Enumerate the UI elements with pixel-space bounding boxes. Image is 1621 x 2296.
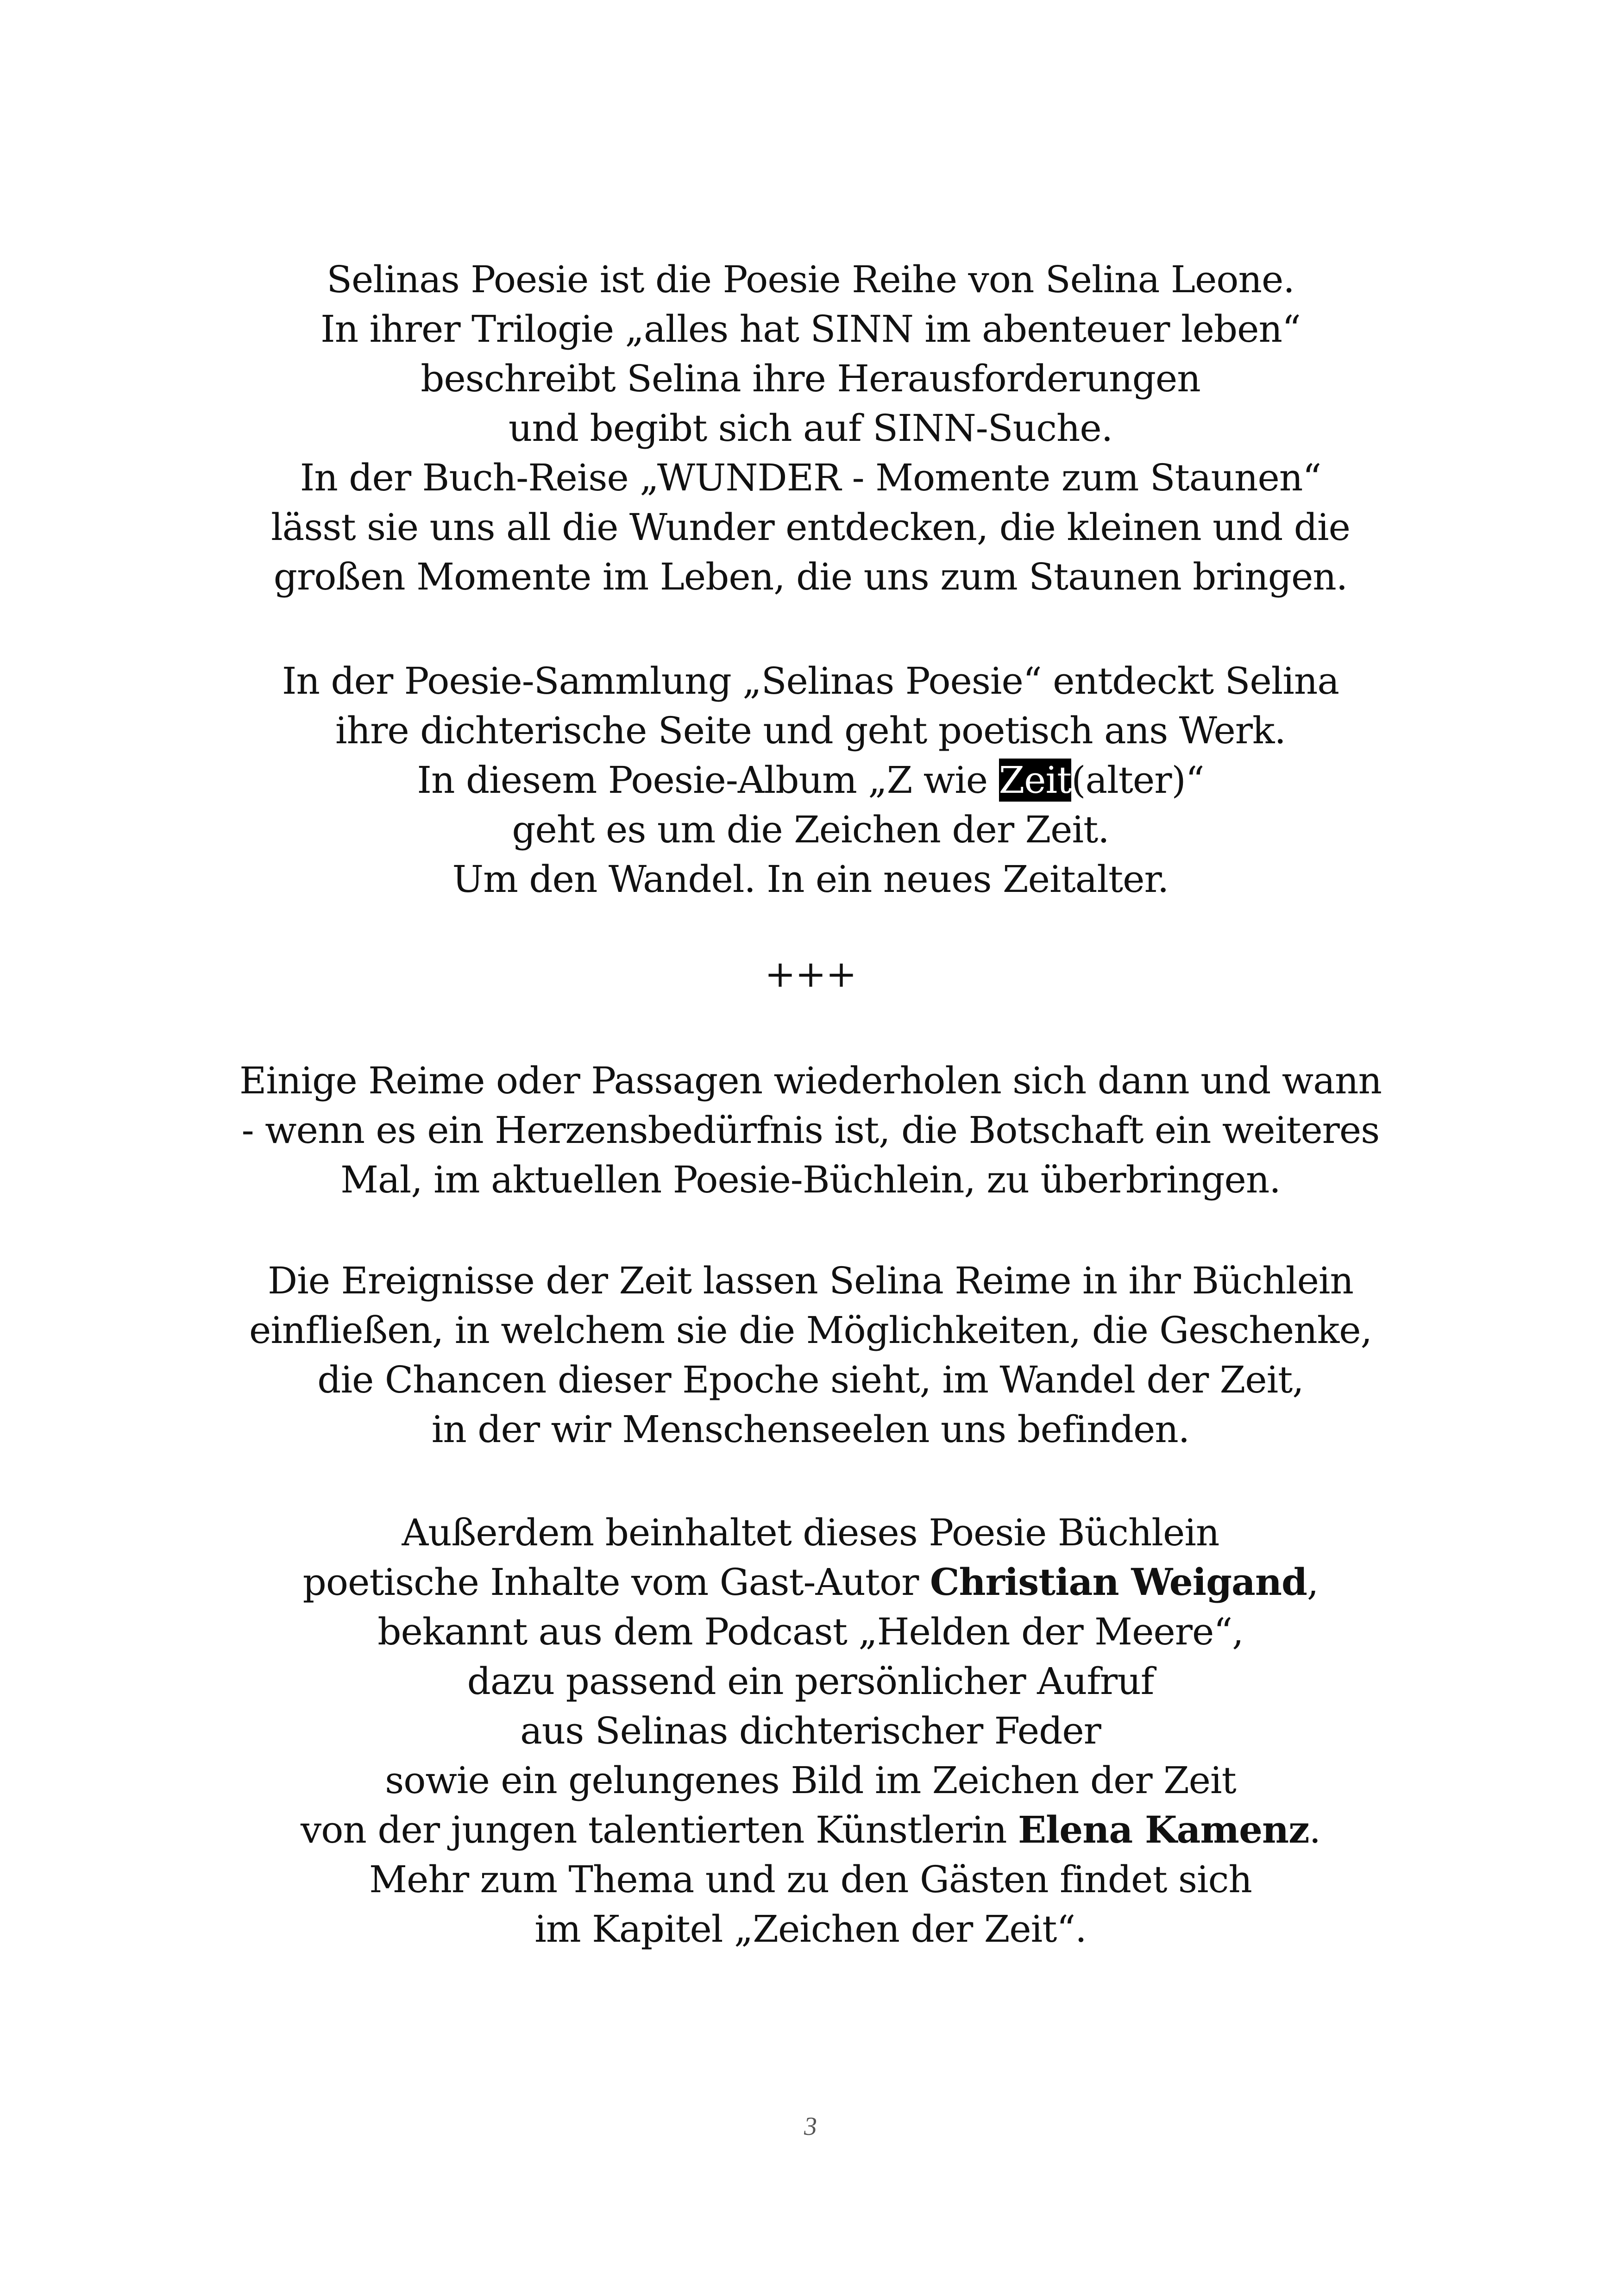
text-line: sowie ein gelungenes Bild im Zeichen der Zeit bbox=[385, 1759, 1236, 1802]
text-line: im Kapitel „Zeichen der Zeit“. bbox=[534, 1907, 1087, 1951]
text-segment: . bbox=[1309, 1808, 1320, 1851]
text-line: bekannt aus dem Podcast „Helden der Meere“, bbox=[377, 1610, 1244, 1653]
guest-artist-name: Elena Kamenz bbox=[1018, 1808, 1309, 1851]
text-line: lässt sie uns all die Wunder entdecken, die kleinen und die bbox=[271, 506, 1350, 549]
section-separator bbox=[116, 949, 1505, 999]
text-line: einfließen, in welchem sie die Möglichkeiten, die Geschenke, bbox=[249, 1309, 1372, 1352]
text-line: Um den Wandel. In ein neues Zeitalter. bbox=[452, 858, 1169, 901]
text-line: Selinas Poesie ist die Poesie Reihe von Selina Leone. bbox=[327, 258, 1294, 301]
text-segment: In diesem Poesie-Album „Z wie bbox=[417, 759, 999, 802]
page-number: 3 bbox=[804, 2112, 817, 2141]
collection-paragraph bbox=[116, 656, 1505, 904]
text-line: Einige Reime oder Passagen wiederholen sich dann und wann bbox=[239, 1059, 1382, 1102]
text-line: In der Poesie-Sammlung „Selinas Poesie“ entdeckt Selina bbox=[282, 659, 1339, 703]
text-line: dazu passend ein persönlicher Aufruf bbox=[467, 1660, 1154, 1703]
separator-mark: +++ bbox=[764, 953, 857, 996]
text-line: In ihrer Trilogie „alles hat SINN im abenteuer leben“ bbox=[320, 307, 1301, 351]
text-line: ihre dichterische Seite und geht poetisch ans Werk. bbox=[335, 709, 1286, 752]
guest-author-name: Christian Weigand bbox=[930, 1560, 1307, 1604]
text-line: und begibt sich auf SINN-Suche. bbox=[508, 407, 1113, 450]
events-paragraph bbox=[116, 1256, 1505, 1454]
text-segment: , bbox=[1307, 1561, 1319, 1604]
text-line: in der wir Menschenseelen uns befinden. bbox=[431, 1408, 1190, 1451]
text-line: In der Buch-Reise „WUNDER - Momente zum Staunen“ bbox=[300, 456, 1321, 499]
text-line: - wenn es ein Herzensbedürfnis ist, die Botschaft ein weiteres bbox=[241, 1109, 1380, 1152]
guests-paragraph bbox=[116, 1508, 1505, 1954]
text-segment: von der jungen talentierten Künstlerin bbox=[301, 1808, 1018, 1851]
highlighted-word: Zeit bbox=[999, 759, 1072, 802]
text-line: die Chancen dieser Epoche sieht, im Wandel der Zeit, bbox=[317, 1358, 1304, 1401]
text-line: Die Ereignisse der Zeit lassen Selina Reime in ihr Büchlein bbox=[267, 1259, 1354, 1302]
text-line: Mehr zum Thema und zu den Gästen findet sich bbox=[369, 1858, 1252, 1901]
text-line: Außerdem beinhaltet dieses Poesie Büchlein bbox=[402, 1511, 1219, 1554]
text-line: aus Selinas dichterischer Feder bbox=[520, 1709, 1101, 1752]
text-line-with-bold bbox=[116, 1557, 1505, 1607]
text-line-with-highlight bbox=[116, 755, 1505, 805]
text-line-with-bold bbox=[116, 1805, 1505, 1855]
text-line: großen Momente im Leben, die uns zum Staunen bringen. bbox=[273, 555, 1348, 598]
text-line: Mal, im aktuellen Poesie-Büchlein, zu überbringen. bbox=[340, 1158, 1281, 1201]
repetition-paragraph bbox=[116, 1056, 1505, 1204]
text-line: geht es um die Zeichen der Zeit. bbox=[512, 808, 1109, 851]
text-line: beschreibt Selina ihre Herausforderungen bbox=[421, 357, 1200, 400]
text-segment: (alter)“ bbox=[1071, 759, 1204, 802]
intro-paragraph bbox=[116, 255, 1505, 602]
text-segment: poetische Inhalte vom Gast-Autor bbox=[302, 1561, 930, 1604]
